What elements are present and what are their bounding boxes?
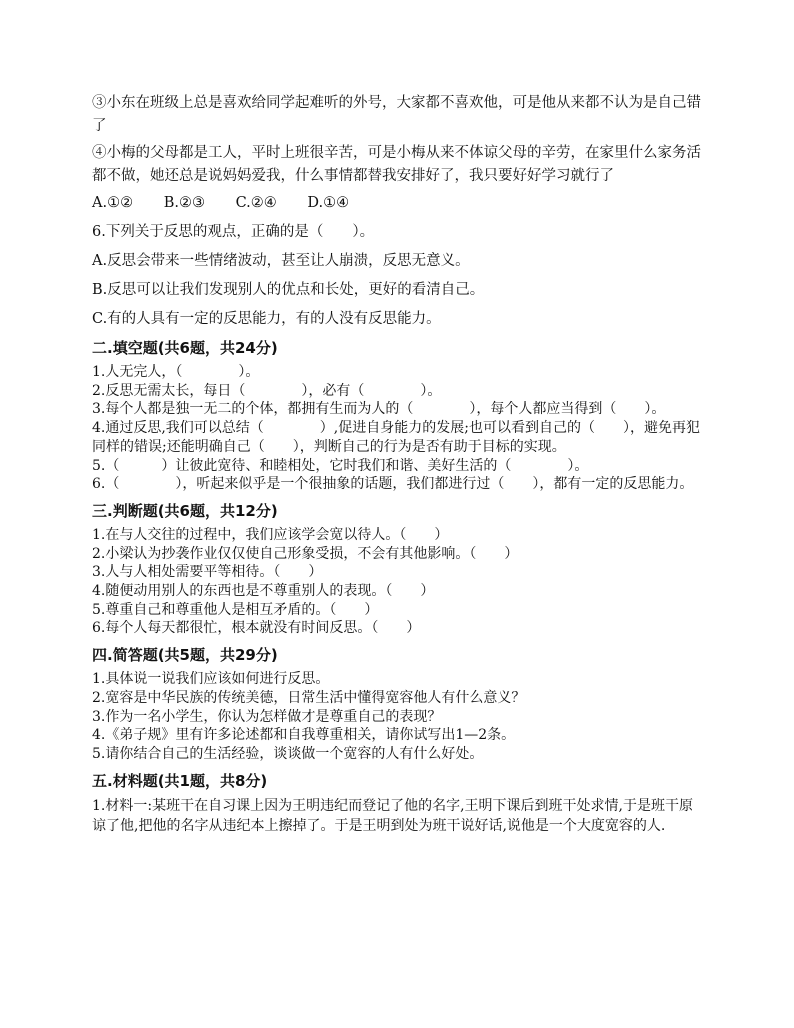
material-item-1: 1.材料一:某班干在自习课上因为王明违纪而登记了他的名字,王明下课后到班干处求情,于是班干原谅了他,把他的名字从违纪本上擦掉了。于是王明到处为班干说好话,说他是一个大度宽容的人. <box>92 797 693 834</box>
short-item-2: 2.宽容是中华民族的传统美德，日常生活中懂得宽容他人有什么意义？ <box>92 689 526 706</box>
exam-content <box>92 92 704 836</box>
q6-option-a: A.反思会带来一些情绪波动，甚至让人崩溃，反思无意义。 <box>92 253 470 269</box>
judge-item-5: 5.尊重自己和尊重他人是相互矛盾的。（ ） <box>92 601 379 618</box>
short-item-5: 5.请你结合自己的生活经验，谈谈做一个宽容的人有什么好处。 <box>92 745 484 762</box>
fill-item-5: 5.（ ）让彼此宽待、和睦相处，它时我们和谐、美好生活的（ ）。 <box>92 457 589 474</box>
q5-item-3: ③小东在班级上总是喜欢给同学起难听的外号，大家都不喜欢他，可是他从来都不认为是自己错了 <box>92 95 701 134</box>
fill-item-3: 3.每个人都是独一无二的个体，都拥有生而为人的（ ），每个人都应当得到（ ）。 <box>92 401 666 418</box>
judge-item-4: 4.随便动用别人的东西也是不尊重别人的表现。（ ） <box>92 583 435 600</box>
short-item-4: 4.《弟子规》里有许多论述都和自我尊重相关，请你试写出1—2条。 <box>92 727 516 744</box>
q5-choices <box>92 192 704 215</box>
judge-item-3: 3.人与人相处需要平等相待。（ ） <box>92 564 323 581</box>
section-3-title: 三.判断题(共6题，共12分) <box>92 501 278 520</box>
q6-stem: 6.下列关于反思的观点，正确的是（ ）。 <box>92 224 375 240</box>
choice-d: D.①④ <box>307 195 350 211</box>
fill-item-6: 6.（ ），听起来似乎是一个很抽象的话题，我们都进行过（ ），都有一定的反思能力。 <box>92 476 694 493</box>
short-item-1: 1.具体说一说我们应该如何进行反思。 <box>92 671 330 688</box>
judge-item-6: 6.每个人每天都很忙，根本就没有时间反思。（ ） <box>92 620 421 637</box>
section-5-title: 五.材料题(共1题，共8分) <box>92 771 268 790</box>
choice-a: A.①② <box>92 195 134 211</box>
choice-b: B.②③ <box>163 195 205 211</box>
fill-item-1: 1.人无完人，（ ）。 <box>92 364 260 380</box>
judge-item-1: 1.在与人交往的过程中，我们应该学会宽以待人。（ ） <box>92 526 449 543</box>
judge-item-2: 2.小梁认为抄袭作业仅仅使自己形象受损，不会有其他影响。（ ） <box>92 545 519 562</box>
section-4-title: 四.简答题(共5题，共29分) <box>92 646 278 665</box>
choice-c: C.②④ <box>235 195 277 211</box>
section-2-title: 二.填空题(共6题，共24分) <box>92 339 278 357</box>
q6-option-b: B.反思可以让我们发现别人的优点和长处，更好的看清自己。 <box>92 282 485 298</box>
q5-item-4: ④小梅的父母都是工人，平时上班很辛苦，可是小梅从来不体谅父母的辛劳，在家里什么家务活都不做，她还总是说妈妈爱我，什么事情都替我安排好了，我只要好好学习就行了 <box>92 145 701 184</box>
short-item-3: 3.作为一名小学生，你认为怎样做才是尊重自己的表现？ <box>92 708 442 725</box>
q6-option-c: C.有的人具有一定的反思能力，有的人没有反思能力。 <box>92 311 441 327</box>
fill-item-2: 2.反思无需太长，每日（ ），必有（ ）。 <box>92 382 442 399</box>
fill-item-4: 4.通过反思,我们可以总结（ ）,促进自身能力的发展;也可以看到自己的（ ），避免再犯同样的错误;还能明确自己（ ），判断自己的行为是否有助于目标的实现。 <box>92 420 700 455</box>
